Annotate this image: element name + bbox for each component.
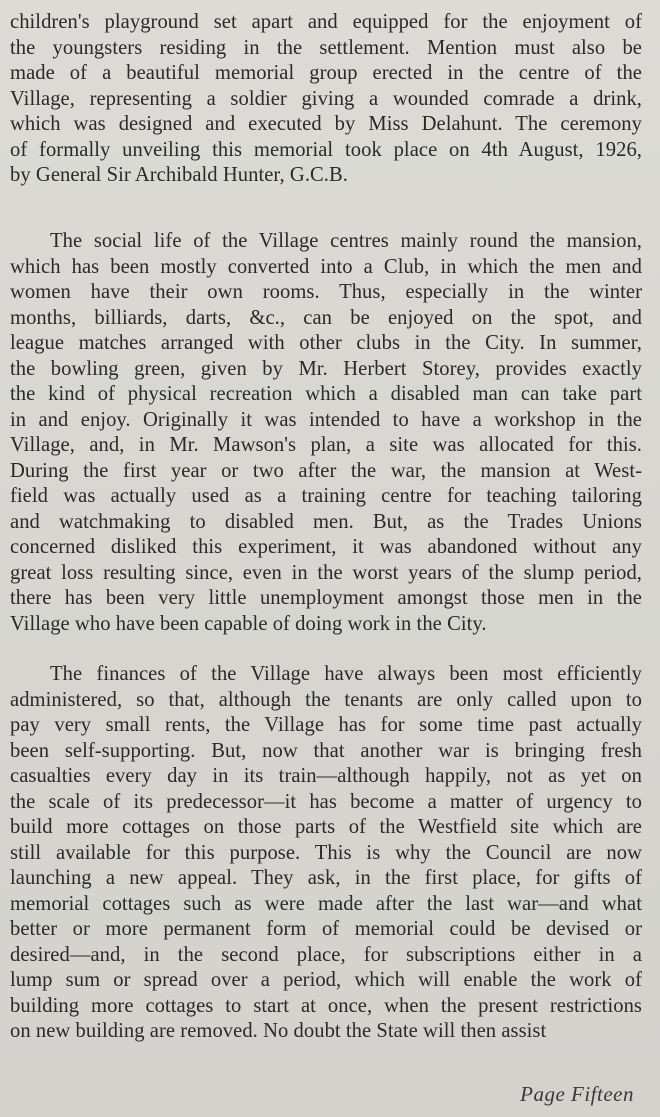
text-line: women have their own rooms. Thus, especially in the winter [10, 281, 642, 303]
text-line: been self-supporting. But, now that another war is bringing fresh [10, 739, 642, 762]
text-line: which has been mostly converted into a Club, in which the men and [10, 255, 642, 278]
text-line: better or more permanent form of memorial could be devised or [10, 918, 642, 940]
text-line: casualties every day in its train—although happily, not as yet on [10, 765, 642, 787]
page-number: Page Fifteen [520, 1082, 634, 1106]
text-line: the bowling green, given by Mr. Herbert Storey, provides exactly [10, 357, 642, 380]
text-line: made of a beautiful memorial group erected in the centre of the [10, 62, 642, 84]
text-line: desired—and, in the second place, for subscriptions either in a [10, 943, 642, 966]
text-line: launching a new appeal. They ask, in the first place, for gifts of [10, 867, 642, 889]
text-line: on new building are removed. No doubt the State will then assist [10, 1020, 547, 1042]
paragraph-finances [10, 662, 642, 1045]
text-line: pay very small rents, the Village has for some time past actually [10, 714, 642, 736]
text-line: building more cottages to start at once, when the present restrictions [10, 994, 642, 1017]
text-line: The social life of the Village centres mainly round the mansion, [50, 230, 642, 252]
text-line: and watchmaking to disabled men. But, as the Trades Unions [10, 510, 642, 533]
text-line: field was actually used as a training centre for teaching tailoring [10, 485, 642, 507]
text-line: the scale of its predecessor—it has become a matter of urgency to [10, 790, 642, 813]
text-line: the youngsters residing in the settlement. Mention must also be [10, 36, 642, 59]
text-line: lump sum or spread over a period, which will enable the work of [10, 969, 642, 991]
text-line: administered, so that, although the tenants are only called upon to [10, 688, 642, 711]
text-line: Village, and, in Mr. Mawson's plan, a site was allocated for this. [10, 434, 642, 456]
text-line: great loss resulting since, even in the worst years of the slump period, [10, 561, 642, 584]
text-line: the kind of physical recreation which a disabled man can take part [10, 383, 642, 405]
text-line: children's playground set apart and equipped for the enjoyment of [10, 11, 642, 33]
text-line: months, billiards, darts, &c., can be enjoyed on the spot, and [10, 306, 642, 329]
text-line: league matches arranged with other clubs in the City. In summer, [10, 332, 642, 354]
text-line: there has been very little unemployment amongst those men in the [10, 587, 642, 609]
text-line: which was designed and executed by Miss Delahunt. The ceremony [10, 113, 642, 135]
text-line: Village who have been capable of doing work in the City. [10, 612, 487, 635]
text-line: concerned disliked this experiment, it was abandoned without any [10, 536, 642, 558]
text-line: Village, representing a soldier giving a wounded comrade a drink, [10, 87, 642, 110]
text-line: memorial cottages such as were made after the last war—and what [10, 892, 642, 915]
text-line: by General Sir Archibald Hunter, G.C.B. [10, 164, 348, 186]
paragraph-social-life [10, 229, 642, 637]
text-line: in and enjoy. Originally it was intended to have a workshop in the [10, 408, 642, 431]
text-line: still available for this purpose. This is why the Council are now [10, 841, 642, 864]
text-line: The finances of the Village have always been most efficiently [50, 663, 642, 685]
text-line: of formally unveiling this memorial took place on 4th August, 1926, [10, 138, 642, 161]
text-line: During the first year or two after the war, the mansion at West- [10, 459, 642, 482]
paragraph-playground-memorial [10, 10, 642, 189]
text-line: build more cottages on those parts of the Westfield site which are [10, 816, 642, 838]
